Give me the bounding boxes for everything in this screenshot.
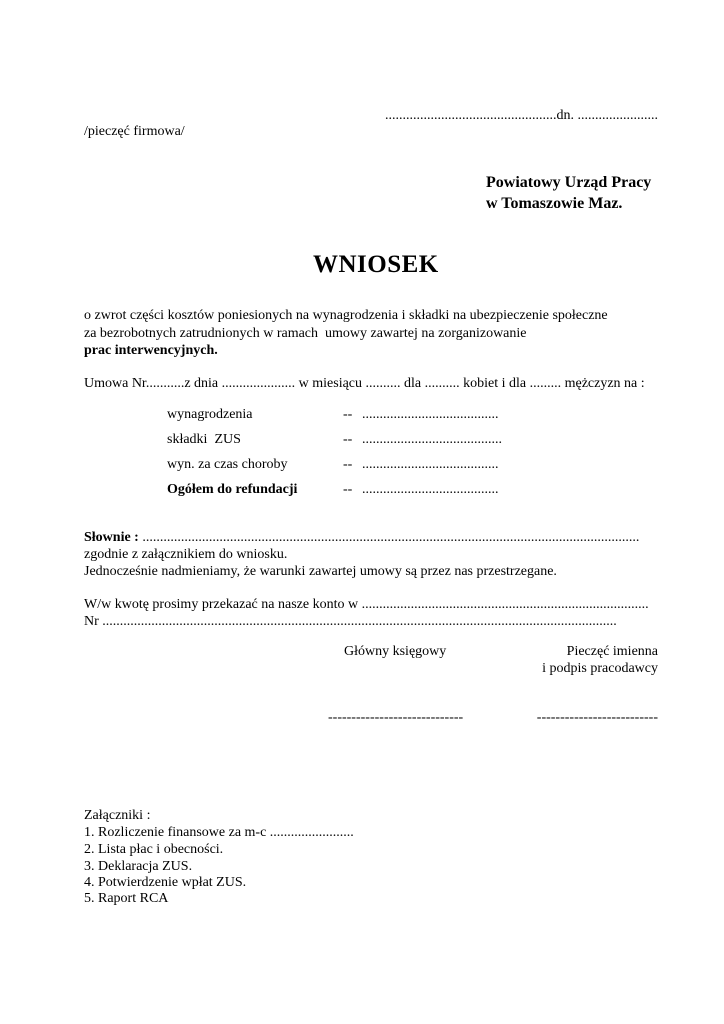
item-dots: ........................................ [362,432,502,447]
attachment-item: 2. Lista płac i obecności. [84,842,224,857]
stamp-label: /pieczęć firmowa/ [84,124,185,139]
item-dash: -- [343,432,353,447]
in-words-label: Słownie : [84,530,139,545]
item-dash: -- [343,407,353,422]
account-line-2: Nr ................................................................................................................................................... [84,614,617,629]
item-label-sick-pay: wyn. za czas choroby [167,457,288,472]
intro-line-2: za bezrobotnych zatrudnionych w ramach umowy zawartej na zorganizowanie [84,326,527,341]
attachment-item: 1. Rozliczenie finansowe za m-c ........................ [84,825,354,840]
recipient-line-2: w Tomaszowie Maz. [486,195,623,212]
in-words-dots: .............................................................................................................................................. [138,530,640,545]
document-title: WNIOSEK [313,251,439,278]
intro-line-3: prac interwencyjnych. [84,343,218,358]
attachment-item: 3. Deklaracja ZUS. [84,859,193,874]
item-dash: -- [343,457,353,472]
date-line: .................................................dn. ....................... [385,108,658,123]
item-dots: ....................................... [362,482,499,497]
words-line-2: zgodnie z załącznikiem do wniosku. [84,547,288,562]
item-dots: ....................................... [362,457,499,472]
recipient-line-1: Powiatowy Urząd Pracy [486,174,652,191]
employer-signature-line: -------------------------- [536,710,658,725]
item-dots: ....................................... [362,407,499,422]
accountant-label: Główny księgowy [344,644,447,659]
in-words-line [84,529,639,546]
attachment-item: 4. Potwierdzenie wpłat ZUS. [84,875,247,890]
item-label-wages: wynagrodzenia [167,407,253,422]
accountant-signature-line: ----------------------------- [328,710,464,725]
account-line-1: W/w kwotę prosimy przekazać na nasze konto w .................................................................................. [84,597,649,612]
contract-line: Umowa Nr...........z dnia ..................... w miesiącu .......... dla .......... kobiet i dla ......... mężczyzn na : [84,376,645,391]
item-dash: -- [343,482,353,497]
employer-label-2: i podpis pracodawcy [542,661,658,676]
item-label-zus: składki ZUS [167,432,241,447]
words-line-3: Jednocześnie nadmieniamy, że warunki zawartej umowy są przez nas przestrzegane. [84,564,557,579]
employer-label-1: Pieczęć imienna [566,644,658,659]
intro-line-1: o zwrot części kosztów poniesionych na wynagrodzenia i składki na ubezpieczenie społeczne [84,308,608,323]
item-label-total: Ogółem do refundacji [167,482,298,497]
attachments-heading: Załączniki : [84,808,151,823]
attachment-item: 5. Raport RCA [84,891,169,906]
